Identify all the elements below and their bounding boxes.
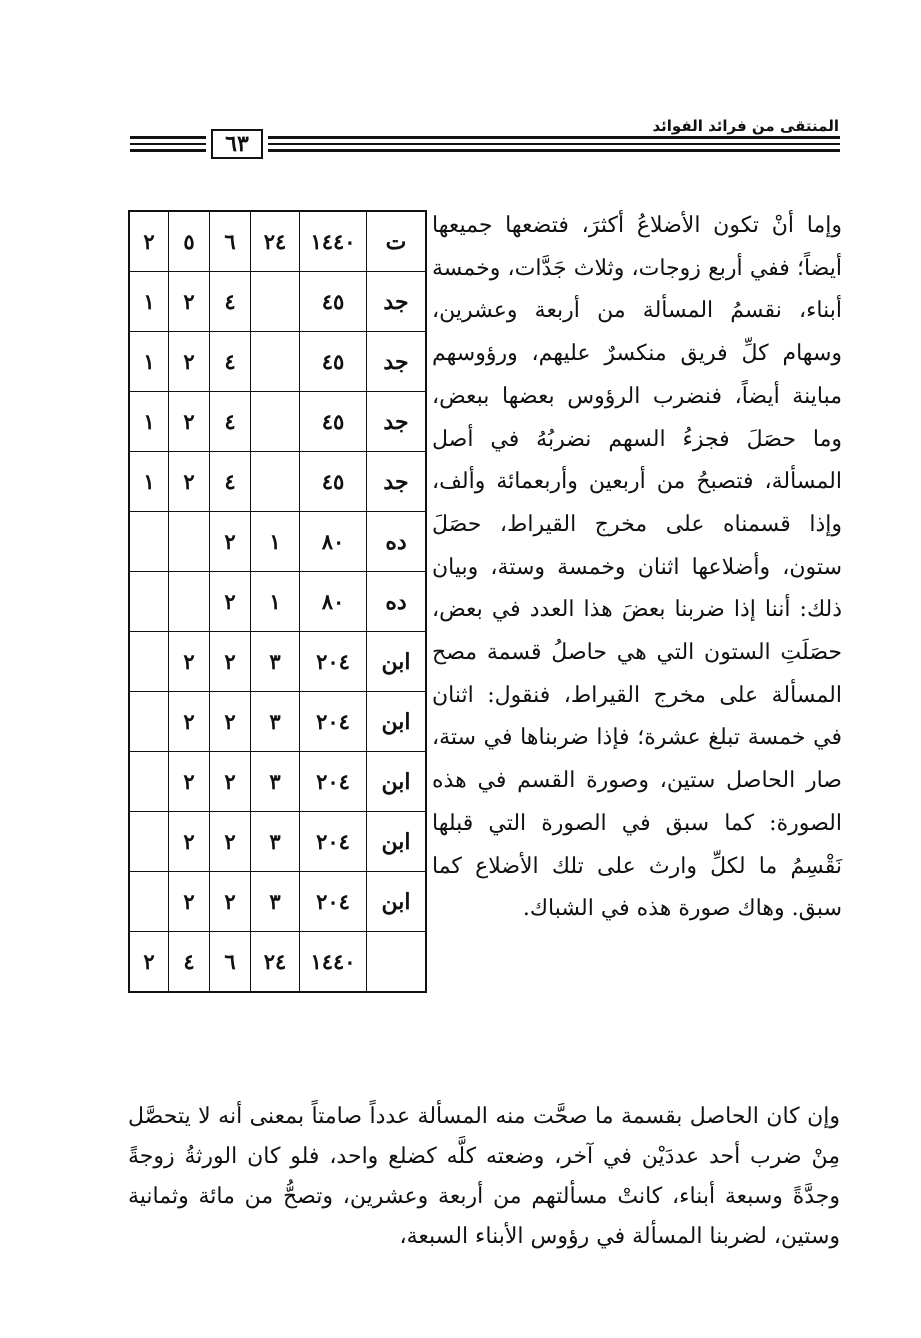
share-total-cell: ٤٥ [300, 392, 367, 452]
share-total-cell: ٢٠٤ [300, 752, 367, 812]
table-row [129, 872, 426, 932]
header-rule-right-3 [268, 149, 840, 152]
factor-cell: ٢ [169, 332, 210, 392]
factor-cell [251, 452, 300, 512]
factor-cell: ١ [251, 512, 300, 572]
heir-label-cell: ابن [367, 872, 427, 932]
table-row [129, 452, 426, 512]
factor-cell: ٣ [251, 752, 300, 812]
factor-cell: ١ [129, 392, 169, 452]
factor-cell [129, 632, 169, 692]
book-title: المنتقى من فرائد الفوائد [652, 117, 839, 135]
factor-cell: ٤ [210, 272, 251, 332]
factor-cell: ٤ [210, 452, 251, 512]
factor-cell: ٢ [169, 632, 210, 692]
factor-cell: ٢ [210, 632, 251, 692]
table-row [129, 632, 426, 692]
factor-cell [129, 872, 169, 932]
share-total-cell: ٨٠ [300, 572, 367, 632]
share-total-cell: ١٤٤٠ [300, 932, 367, 993]
factor-cell: ١ [129, 272, 169, 332]
share-total-cell: ١٤٤٠ [300, 211, 367, 272]
factor-cell: ٣ [251, 692, 300, 752]
table-row [129, 572, 426, 632]
inheritance-grid [128, 210, 427, 993]
factor-cell [129, 812, 169, 872]
factor-cell: ٢ [169, 752, 210, 812]
factor-cell: ١ [129, 452, 169, 512]
factor-cell: ٣ [251, 872, 300, 932]
share-total-cell: ٢٠٤ [300, 872, 367, 932]
factor-cell: ٢ [210, 872, 251, 932]
side-paragraph: وإما أنْ تكون الأضلاعُ أكثرَ، فتضعها جميعها أيضاً؛ ففي أربع زوجات، وثلاث جَدَّات، وخمسة أبناء، نقسمُ المسألة من أربعة وعشرين، وسهام كلِّ فريق منكسرٌ عليهم، ورؤوسهم مباينة أيضاً، فنضرب الرؤوس بعضها ببعض، وما حصَلَ فجزءُ السهم نضربُهُ في أصل المسألة، فتصبحُ من أربعين وأربعمائة وألف، وإذا قسمناه على مخرج القيراط، حصَلَ ستون، وأضلاعها اثنان وخمسة وستة، وبيان ذلك: أننا إذا ضربنا بعضَ هذا العدد في بعض، حصَلَتِ الستون التي هي حاصلُ قسمة مصح المسألة على مخرج القيراط، فنقول: اثنان في خمسة تبلغ عشرة؛ فإذا ضربناها في ستة، صار الحاصل ستين، وصورة القسم في هذه الصورة: كما سبق في الصورة التي قبلها نَقْسِمُ ما لكلِّ وارث على تلك الأضلاع كما سبق. وهاك صورة هذه في الشباك. [432, 213, 842, 922]
factor-cell: ٢ [210, 512, 251, 572]
bottom-paragraph: وإن كان الحاصل بقسمة ما صحَّت منه المسألة عدداً صامتاً بمعنى أنه لا يتحصَّل مِنْ ضرب أحد عددَيْن في آخر، وضعته كلَّه كضلع واحد، فلو كان الورثةُ زوجةً وجدَّةً وسبعة أبناء، كانتْ مسألتهم من أربعة وعشرين، وتصحُّ من مائة وثمانية وستين، لضربنا المسألة في رؤوس الأبناء السبعة، [128, 1104, 840, 1249]
header-rule-left-2 [130, 143, 206, 145]
factor-cell: ٢٤ [251, 211, 300, 272]
factor-cell [251, 392, 300, 452]
table-row [129, 332, 426, 392]
heir-label-cell: جد [367, 332, 427, 392]
factor-cell: ٢ [210, 572, 251, 632]
factor-cell: ٢ [169, 812, 210, 872]
table-row [129, 812, 426, 872]
factor-cell: ٢ [129, 932, 169, 993]
table-row [129, 692, 426, 752]
factor-cell: ٢ [129, 211, 169, 272]
factor-cell: ٢ [169, 452, 210, 512]
factor-cell [129, 692, 169, 752]
factor-cell: ٢ [169, 392, 210, 452]
factor-cell: ٢٤ [251, 932, 300, 993]
factor-cell [129, 752, 169, 812]
table-row [129, 512, 426, 572]
share-total-cell: ٢٠٤ [300, 812, 367, 872]
heir-label-cell: ابن [367, 752, 427, 812]
factor-cell: ٥ [169, 211, 210, 272]
factor-cell [129, 512, 169, 572]
share-total-cell: ٤٥ [300, 452, 367, 512]
heir-label-cell: ت [367, 211, 427, 272]
factor-cell [129, 572, 169, 632]
factor-cell: ٢ [210, 692, 251, 752]
factor-cell: ١ [251, 572, 300, 632]
factor-cell [251, 272, 300, 332]
factor-cell: ٤ [210, 392, 251, 452]
share-total-cell: ٢٠٤ [300, 692, 367, 752]
heir-label-cell: ابن [367, 632, 427, 692]
factor-cell [169, 572, 210, 632]
factor-cell: ١ [129, 332, 169, 392]
heir-label-cell: ده [367, 512, 427, 572]
header-rule-right-1 [268, 136, 840, 139]
factor-cell: ٦ [210, 211, 251, 272]
factor-cell: ٢ [210, 812, 251, 872]
factor-cell: ٢ [169, 872, 210, 932]
factor-cell [169, 512, 210, 572]
heir-label-cell: ابن [367, 812, 427, 872]
share-total-cell: ٤٥ [300, 272, 367, 332]
header-rule-left-3 [130, 149, 206, 152]
factor-cell: ٣ [251, 812, 300, 872]
table-row [129, 932, 426, 993]
heir-label-cell [367, 932, 427, 993]
table-row [129, 392, 426, 452]
factor-cell: ٤ [169, 932, 210, 993]
table-row [129, 752, 426, 812]
share-total-cell: ٤٥ [300, 332, 367, 392]
factor-cell: ٢ [169, 692, 210, 752]
page-number: ٦٣ [211, 129, 263, 159]
heir-label-cell: جد [367, 392, 427, 452]
heir-label-cell: ده [367, 572, 427, 632]
share-total-cell: ٨٠ [300, 512, 367, 572]
table-row [129, 272, 426, 332]
factor-cell: ٤ [210, 332, 251, 392]
factor-cell: ٢ [210, 752, 251, 812]
heir-label-cell: جد [367, 452, 427, 512]
share-total-cell: ٢٠٤ [300, 632, 367, 692]
factor-cell: ٢ [169, 272, 210, 332]
header-rule-right-2 [268, 143, 840, 145]
heir-label-cell: ابن [367, 692, 427, 752]
heir-label-cell: جد [367, 272, 427, 332]
factor-cell: ٦ [210, 932, 251, 993]
table-row [129, 211, 426, 272]
factor-cell [251, 332, 300, 392]
factor-cell: ٣ [251, 632, 300, 692]
header-rule-left-1 [130, 136, 206, 139]
